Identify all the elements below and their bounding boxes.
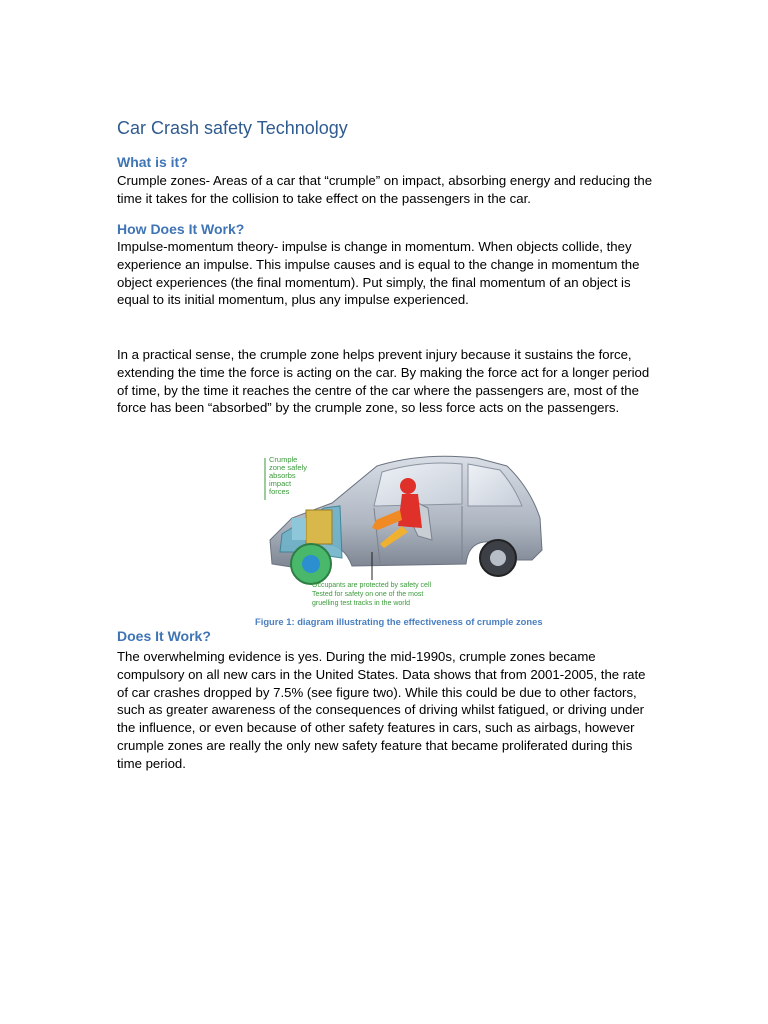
figure-caption: Figure 1: diagram illustrating the effectiveness of crumple zones [255,616,543,627]
paragraph-does-it-work: The overwhelming evidence is yes. During the mid-1990s, crumple zones became compulsory on all new cars in the United States. Data shows that from 2001-2005, the rate of car crashes dropped by 7.5% (see figure two). While this could be due to other factors, such as greater awareness of the consequences of driving whilst fatigued, or driving under the influence, or even because of other safety features in cars, such as airbags, however crumple zones are really the only new safety feature that became proliferated during this time period. [117,649,646,771]
label-occupants-2: Tested for safety on one of the most [312,591,424,598]
label-crumple-3: absorbs [269,471,296,480]
crumple-zone-diagram [262,448,547,614]
heading-what-is-it: What is it? [117,154,188,170]
label-crumple-1: Crumple [269,455,298,464]
label-occupants-3: gruelling test tracks in the world [312,600,411,607]
document-title: Car Crash safety Technology [117,118,348,138]
svg-text:Occupants are protected by saf [312,582,433,607]
label-occupants-1: Occupants are protected by safety cell [312,582,432,589]
svg-text:Crumple zone safely [269,455,309,496]
label-crumple-4: impact [269,479,292,488]
paragraph-practical-sense: In a practical sense, the crumple zone helps prevent injury because it sustains the force, extending the time the force is acting on the car. By making the force act for a longer period of time, by the time it reaches the centre of the car where the passengers are, most of the force has been “absorbed” by the crumple zone, so less force acts on the passengers. [117,347,650,416]
heading-does-it-work: Does It Work? [117,628,211,644]
heading-how-does-it-work: How Does It Work? [117,221,245,237]
paragraph-what-is-it: Crumple zones- Areas of a car that “crumple” on impact, absorbing energy and reducing the time it takes for the collision to take effect on the passengers in the car. [117,173,653,206]
paragraph-impulse-theory: Impulse-momentum theory- impulse is change in momentum. When objects collide, they experience an impulse. This impulse causes and is equal to the change in momentum the object experiences (the final momentum). Put simply, the final momentum of an object is equal to its initial momentum, plus any impulse experienced. [117,239,640,308]
label-crumple-5: forces [269,487,290,496]
label-crumple-2: zone safely [269,463,307,472]
